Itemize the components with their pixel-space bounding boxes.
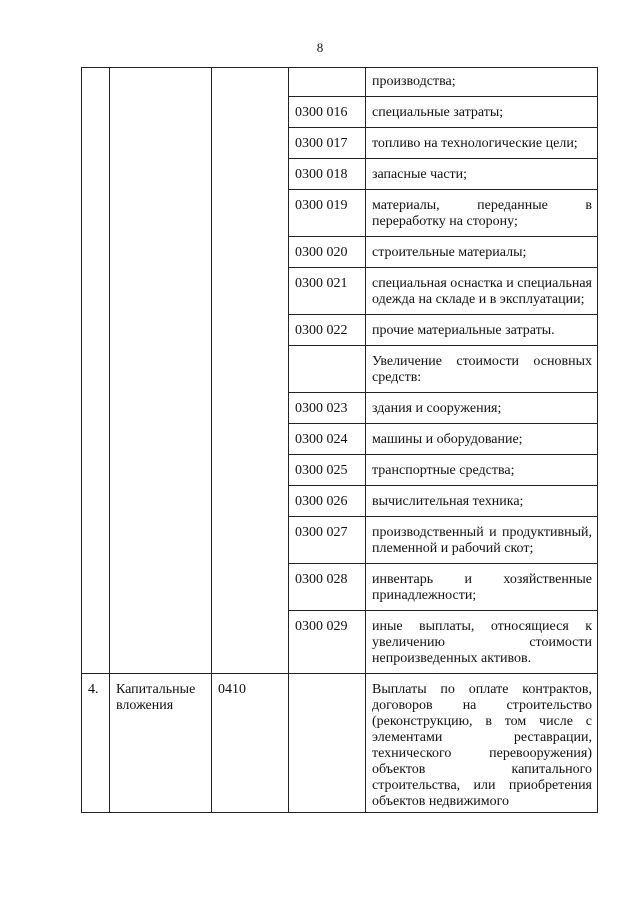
section-row (82, 674, 598, 813)
code-cell (289, 68, 366, 97)
code-cell: 0300 016 (289, 97, 366, 128)
description-cell: транспортные средства; (366, 455, 598, 486)
description-cell: Увеличение стоимости основных средств: (366, 346, 598, 393)
number-cell-empty (82, 68, 110, 674)
description-cell: топливо на технологические цели; (366, 128, 598, 159)
description-cell: иные выплаты, относящиеся к увеличению стоимости непроизведенных активов. (366, 611, 598, 674)
description-cell: специальная оснастка и специальная одежда на складе и в эксплуатации; (366, 268, 598, 315)
description-cell: прочие материальные затраты. (366, 315, 598, 346)
code-cell: 0300 023 (289, 393, 366, 424)
section-number: 4. (82, 674, 110, 813)
code-cell: 0300 020 (289, 237, 366, 268)
code-cell: 0300 028 (289, 564, 366, 611)
section-subcode (289, 674, 366, 813)
description-cell: запасные части; (366, 159, 598, 190)
description-cell: здания и сооружения; (366, 393, 598, 424)
category-cell-empty (110, 68, 212, 674)
description-cell: производственный и продуктивный, племенной и рабочий скот; (366, 517, 598, 564)
section-name: Капитальные вложения (110, 674, 212, 813)
page-number: 8 (316, 40, 324, 55)
description-cell: специальные затраты; (366, 97, 598, 128)
code-cell: 0300 029 (289, 611, 366, 674)
code-cell: 0300 021 (289, 268, 366, 315)
code-cell: 0300 019 (289, 190, 366, 237)
description-cell: строительные материалы; (366, 237, 598, 268)
code-cell: 0300 017 (289, 128, 366, 159)
code-cell: 0300 026 (289, 486, 366, 517)
description-cell: вычислительная техника; (366, 486, 598, 517)
code-cell: 0300 027 (289, 517, 366, 564)
code-cell: 0300 024 (289, 424, 366, 455)
description-cell: инвентарь и хозяйственные принадлежности; (366, 564, 598, 611)
description-cell: материалы, переданные в переработку на сторону; (366, 190, 598, 237)
description-cell: машины и оборудование; (366, 424, 598, 455)
code-cell: 0300 022 (289, 315, 366, 346)
table-row (82, 68, 598, 97)
kosgu-cell-empty (212, 68, 289, 674)
description-cell: производства; (366, 68, 598, 97)
code-cell: 0300 025 (289, 455, 366, 486)
section-description: Выплаты по оплате контрактов, договоров на строительство (реконструкцию, в том числе с элементами реставрации, технического перевооружения) объектов капитального строительства, или приобретения объектов недвижимого (366, 674, 598, 813)
classification-table (81, 67, 598, 813)
code-cell: 0300 018 (289, 159, 366, 190)
section-code: 0410 (212, 674, 289, 813)
code-cell (289, 346, 366, 393)
